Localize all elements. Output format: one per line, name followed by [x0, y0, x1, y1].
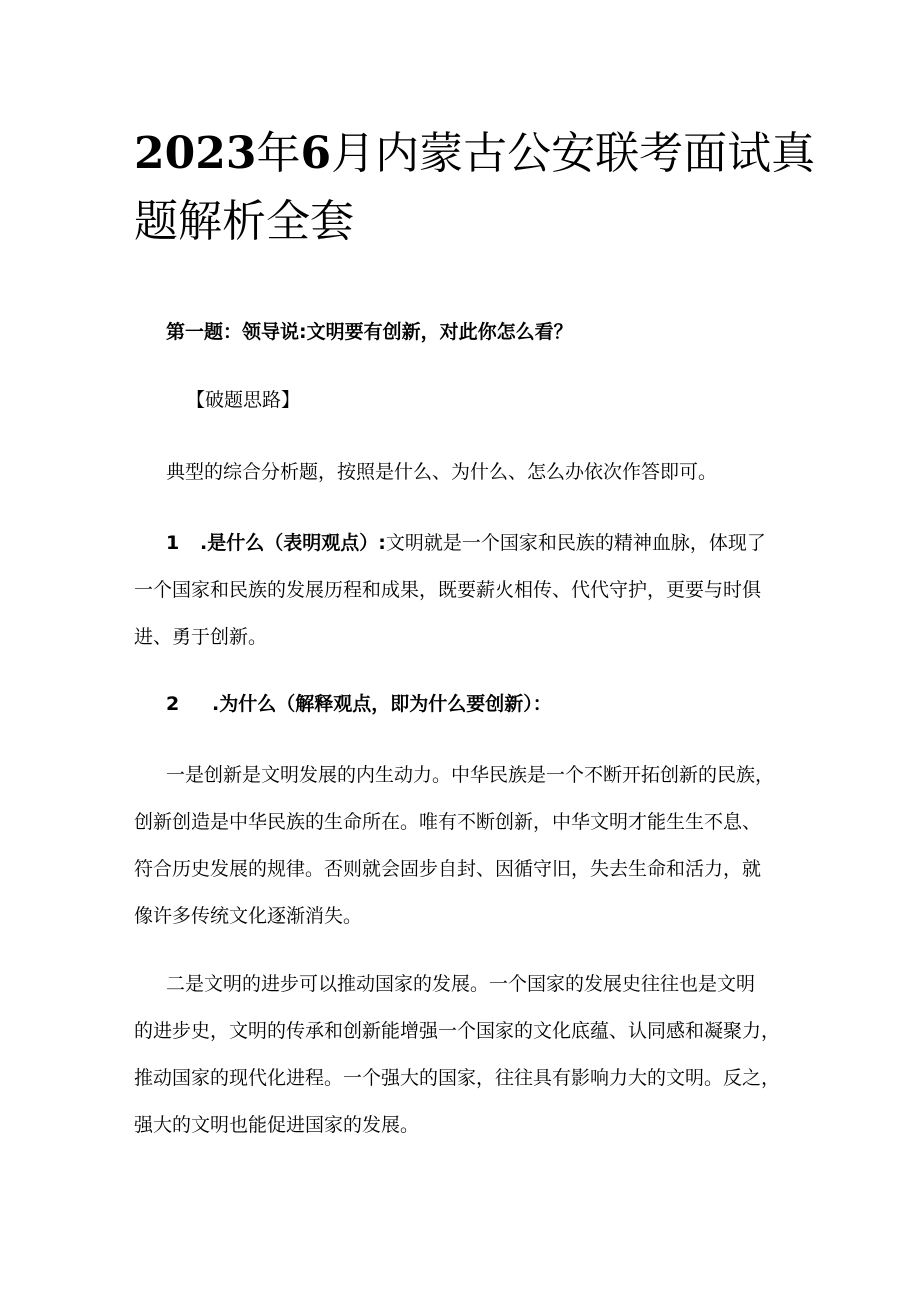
point-1-number: 1 [166, 532, 180, 554]
reason-1-line-3: 符合历史发展的规律。否则就会固步自封、因循守旧，失去生命和活力，就 [134, 858, 762, 880]
reason-1-paragraph [134, 752, 814, 940]
document-title [134, 120, 816, 256]
title-month: 6 [300, 128, 332, 179]
intro-paragraph: 典型的综合分析题，按照是什么、为什么、怎么办依次作答即可。 [166, 461, 718, 483]
reason-2-line-1: 二是文明的进步可以推动国家的发展。一个国家的发展史往往也是文明 [166, 973, 756, 995]
point-1-text-1: 文明就是一个国家和民族的精神血脉，体现了 [385, 532, 766, 554]
reason-1-line-2: 创新创造是中华民族的生命所在。唯有不断创新，中华文明才能生生不息、 [134, 811, 762, 833]
point-2-heading: .为什么（解释观点，即为什么要创新）： [212, 693, 552, 715]
point-1-heading: .是什么（表明观点）: [200, 532, 386, 554]
thinking-label [134, 377, 846, 424]
reason-1-line-4: 像许多传统文化逐渐消失。 [134, 905, 363, 927]
reason-2-line-4: 强大的文明也能促进国家的发展。 [134, 1114, 420, 1136]
point-1-line-3: 进、勇于创新。 [134, 626, 268, 648]
title-year: 2023 [134, 128, 257, 179]
point-1-line-2: 一个国家和民族的发展历程和成果，既要薪火相传、代代守护，更要与时俱 [134, 579, 762, 601]
title-line-2: 题解析全套 [134, 196, 354, 247]
point-1-paragraph [134, 520, 814, 661]
title-year-suffix: 年 [256, 128, 301, 179]
title-line-1 [134, 120, 816, 188]
point-2-number: 2 [166, 693, 180, 715]
reason-2-paragraph [134, 961, 814, 1149]
title-text-1: 月内蒙古公安联考面试真 [331, 128, 816, 179]
question-1: 第一题：领导说:文明要有创新，对此你怎么看？ [166, 321, 573, 343]
point-1-line-1 [134, 520, 814, 567]
reason-2-line-2: 的进步史，文明的传承和创新能增强一个国家的文化底蕴、认同感和凝聚力， [134, 1020, 781, 1042]
reason-1-line-1: 一是创新是文明发展的内生动力。中华民族是一个不断开拓创新的民族， [166, 764, 775, 786]
reason-2-line-3: 推动国家的现代化进程。一个强大的国家，往往具有影响力大的文明。反之， [134, 1067, 781, 1089]
point-2-paragraph [134, 681, 846, 728]
thinking-label-text: 【破题思路】 [186, 389, 301, 411]
